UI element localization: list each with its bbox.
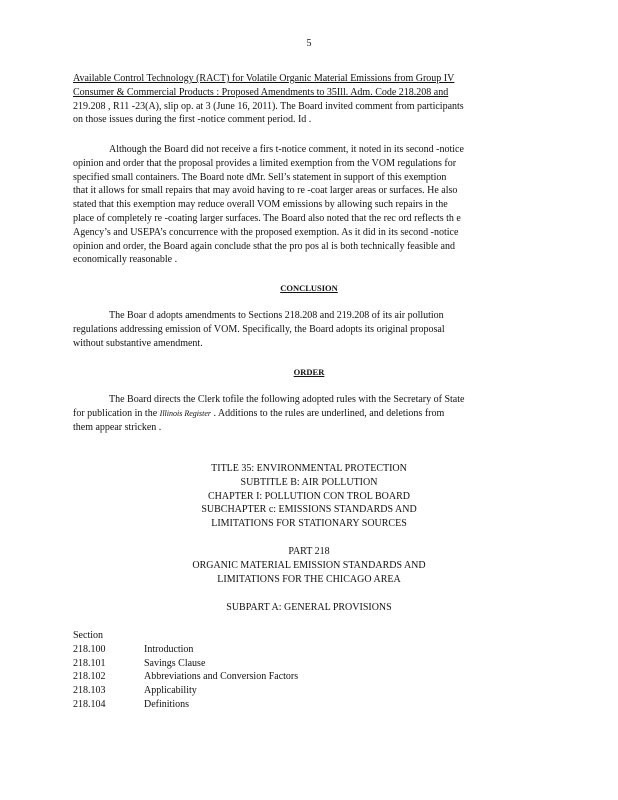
illinois-register-italic: Illinois Register [159,408,211,418]
section-number: 218.100 [73,643,106,655]
section-number: 218.101 [73,657,106,669]
paragraph-line [73,407,533,421]
paragraph-line: regulations addressing emission of VOM. Specifically, the Board adopts its original proposal [73,323,445,335]
paragraph-line: The Board directs the Clerk tofile the following adopted rules with the Secretary of State [109,394,465,405]
paragraph-line: opinion and order that the proposal provides a limited exemption from the VOM regulations for [73,157,457,169]
part-line: ORGANIC MATERIAL EMISSION STANDARDS AND [192,559,426,571]
paragraph-line: them appear stricken . [73,421,162,433]
paragraph-conclusion [73,309,533,350]
section-number: 218.103 [73,685,106,697]
paragraph-line: Although the Board did not receive a firs t-notice comment, it noted in its second -notice [109,144,464,155]
citation-line: Consumer & Commercial Products : Proposed Amendments to 35Ill. Adm. Code 218.208 and [73,86,449,98]
section-title: Definitions [144,698,189,710]
section-row [73,698,298,712]
paragraph-line: that it allows for small repairs that may avoid having to re -coat larger areas or surfaces. He also [73,185,458,197]
paragraph-line: stated that this exemption may reduce overall VOM emissions by allowing such repairs in the [73,199,448,211]
paragraph-citation [73,72,533,127]
citation-line: 219.208 , R11 -23(A), slip op. at 3 (June 16, 2011). The Board invited comment from participants [73,100,464,112]
section-number: 218.104 [73,698,106,710]
paragraph-line: Agency’s and USEPA’s concurrence with the proposed exemption. As it did in its second -notice [73,226,459,238]
title-line: SUBCHAPTER c: EMISSIONS STANDARDS AND [201,504,417,516]
title-line: SUBTITLE B: AIR POLLUTION [240,476,378,488]
title-block [0,462,618,531]
part-block [0,545,618,586]
section-title: Applicability [144,685,197,697]
paragraph-line: specified small containers. The Board note dMr. Sell’s statement in support of this exemption [73,171,447,183]
section-row [73,684,298,698]
paragraph-line: opinion and order, the Board again conclude sthat the pro pos al is both technically feasible and [73,240,455,252]
paragraph-line: The Boar d adopts amendments to Sections 218.208 and 219.208 of its air pollution [109,310,444,321]
paragraph-line: place of completely re -coating larger surfaces. The Board also noted that the rec ord reflects th e [73,212,461,224]
title-line: TITLE 35: ENVIRONMENTAL PROTECTION [211,463,407,474]
section-row [73,670,298,684]
text-fragment: . Additions to the rules are underlined, and deletions from [210,407,445,419]
section-header-label: Section [73,630,103,641]
conclusion-heading-text: CONCLUSION [280,283,338,293]
paragraph-line: without substantive amendment. [73,337,203,349]
citation-line: Available Control Technology (RACT) for Volatile Organic Material Emissions from Group IV [73,73,455,84]
part-line: PART 218 [288,546,330,557]
subpart-line: SUBPART A: GENERAL PROVISIONS [226,602,392,613]
paragraph-discussion [73,143,533,267]
section-list [73,629,298,712]
section-list-header [73,629,298,643]
title-line: LIMITATIONS FOR STATIONARY SOURCES [211,518,407,530]
title-line: CHAPTER I: POLLUTION CON TROL BOARD [208,490,410,502]
text-fragment: for publication in the [73,407,160,419]
section-number: 218.102 [73,671,106,683]
paragraph-order [73,393,533,434]
page-number: 5 [306,38,312,49]
section-title: Savings Clause [144,657,206,669]
section-title: Abbreviations and Conversion Factors [144,671,299,683]
order-heading [0,366,618,380]
order-heading-text: ORDER [293,367,325,377]
paragraph-line: economically reasonable . [73,254,178,266]
part-line: LIMITATIONS FOR THE CHICAGO AREA [217,573,401,585]
conclusion-heading [0,282,618,296]
citation-line: on those issues during the first -notice comment period. Id . [73,114,312,126]
section-row [73,643,298,657]
section-title: Introduction [144,643,194,655]
section-row [73,657,298,671]
subpart-heading [0,601,618,615]
